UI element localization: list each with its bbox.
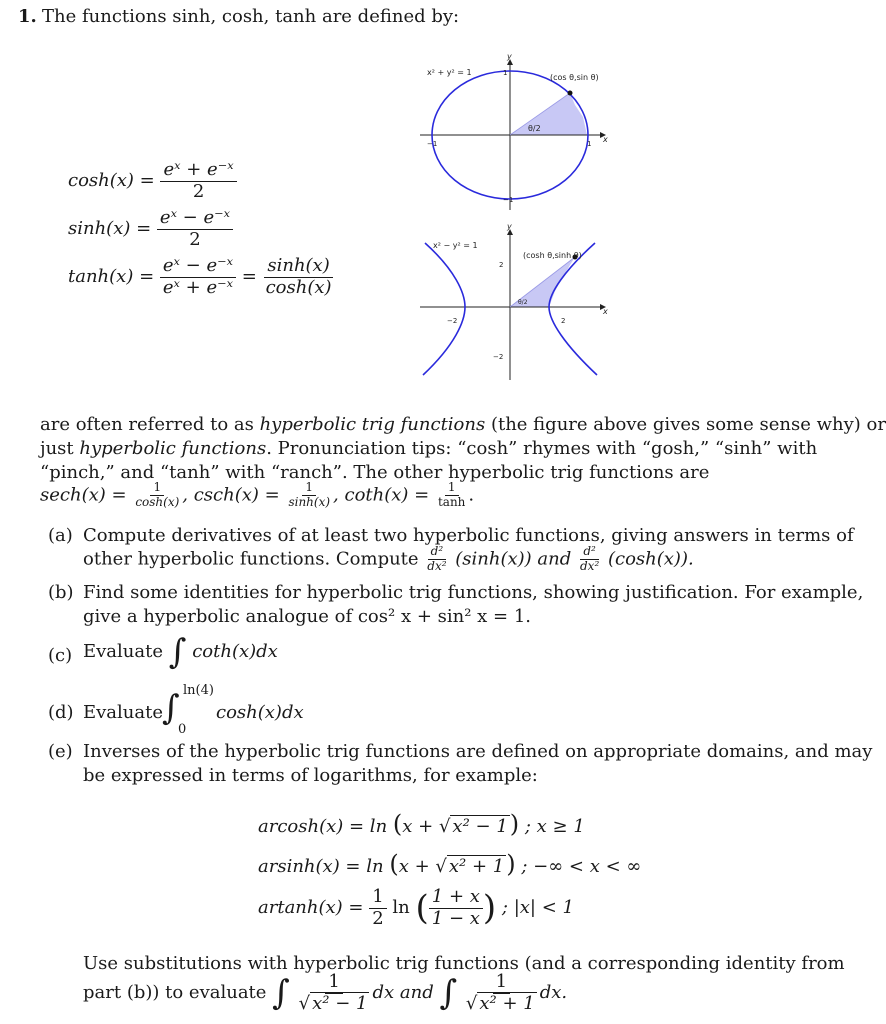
dx2-denominator: dx²: [580, 558, 600, 573]
paragraph-text: are often referred to as: [40, 414, 260, 435]
circle-tick-left: −1: [427, 140, 438, 148]
final-text: part (b)) to evaluate: [83, 982, 267, 1004]
circle-y-label: y: [507, 52, 512, 61]
arcosh-radicand: x² − 1: [452, 816, 508, 837]
arsinh-lhs: arsinh(x) = ln: [258, 856, 384, 877]
artanh-fraction: [429, 887, 483, 929]
part-d-text: Evaluate: [83, 702, 164, 723]
arcosh-lhs: arcosh(x) = ln: [258, 816, 388, 837]
tanh-definition: [68, 256, 335, 298]
part-a-label: (a): [48, 525, 73, 546]
part-a-sinh: (sinh(x)) and: [449, 548, 577, 570]
half-numerator: 1: [369, 887, 386, 909]
cosh-numerator: eˣ + e⁻ˣ: [160, 160, 236, 182]
circle-tick-bottom: −1: [503, 196, 514, 204]
final-line-2: [83, 972, 567, 1014]
part-c-expression: coth(x)dx: [192, 641, 278, 662]
paragraph-text: (the figure above gives some sense why) or: [485, 414, 886, 435]
hyperbola-equation-label: x² − y² = 1: [433, 241, 478, 250]
part-e-label: (e): [48, 741, 73, 762]
hyperbola-point-label: (cosh θ,sinh θ): [523, 251, 582, 260]
d2-numerator: d²: [428, 545, 447, 560]
paragraph-text: just: [40, 438, 80, 459]
part-c-text: Evaluate: [83, 641, 164, 662]
dx2-denominator: dx²: [427, 558, 447, 573]
first-dx: dx and: [372, 982, 434, 1004]
hyperbola-left-branch: [423, 243, 465, 375]
csch-numerator: 1: [302, 481, 316, 496]
hyperbola-tick-left: −2: [447, 317, 458, 325]
cosh-denominator: 2: [192, 180, 205, 202]
integral-sign: ∫: [168, 632, 187, 672]
artanh-formula: [258, 887, 574, 929]
second-dx: dx.: [539, 982, 568, 1004]
part-b-label: (b): [48, 582, 74, 603]
tanh-ratio-numerator: sinh(x): [264, 256, 332, 278]
problem-number: 1.: [18, 6, 37, 27]
arcosh-formula: [258, 810, 585, 838]
integral-sign: ∫: [439, 973, 458, 1014]
part-a-text: other hyperbolic functions. Compute: [83, 548, 425, 570]
part-a-line-1: Compute derivatives of at least two hyperbolic functions, giving answers in terms of: [83, 525, 854, 546]
paren: (: [415, 888, 429, 929]
coth-numerator: 1: [445, 481, 459, 496]
tanh-ratio-fraction: [263, 256, 335, 298]
half-denominator: 2: [372, 907, 384, 929]
d2-numerator: d²: [580, 545, 599, 560]
part-e-line-2: be expressed in terms of logarithms, for example:: [83, 765, 538, 786]
artanh-condition: ; |x| < 1: [501, 897, 574, 919]
arsinh-formula: [258, 850, 641, 878]
hyperbola-tick-bottom: −2: [493, 353, 504, 361]
second-integrand-numerator: 1: [493, 972, 510, 994]
hyperbola-x-label: x: [603, 307, 608, 316]
paragraph-end: .: [468, 484, 475, 506]
paren: ): [509, 810, 520, 838]
circle-tick-top: 1: [503, 69, 508, 77]
second-derivative-fraction: [577, 545, 602, 574]
hyperbola-y-label: y: [507, 222, 512, 231]
paren: ): [506, 850, 516, 878]
coth-lhs: , coth(x) =: [333, 484, 430, 506]
paren: ): [482, 888, 497, 929]
tanh-fraction: [160, 256, 236, 298]
sinh-definition: [68, 208, 233, 250]
second-radicand: x² + 1: [479, 992, 535, 1014]
sech-fraction: [132, 481, 182, 510]
circle-equation-label: x² + y² = 1: [427, 68, 472, 77]
part-d-expression: cosh(x)dx: [216, 702, 304, 723]
tanh-equals: =: [241, 266, 257, 288]
artanh-ln: ln: [392, 897, 410, 919]
paragraph-line-3: “pinch,” and “tanh” with “ranch”. The other hyperbolic trig functions are: [40, 462, 710, 483]
sinh-numerator: eˣ − e⁻ˣ: [157, 208, 233, 230]
arsinh-radicand: x² + 1: [448, 856, 505, 877]
integral-sign: ∫: [272, 973, 290, 1014]
half-fraction: [369, 887, 386, 929]
first-integrand-fraction: [296, 972, 373, 1014]
hyperbola-tick-top: 2: [499, 261, 504, 269]
coth-denominator: tanh: [437, 494, 466, 509]
artanh-denominator: 1 − x: [431, 907, 480, 929]
part-a-line-2: [83, 545, 694, 574]
cosh-lhs: cosh(x) =: [68, 170, 155, 192]
arcosh-condition: ; x ≥ 1: [524, 816, 585, 837]
circle-point-dot: [568, 91, 573, 96]
second-integrand-fraction: [463, 972, 540, 1014]
part-a-cosh: (cosh(x)).: [602, 548, 694, 570]
arcosh-inner: x + √: [402, 816, 451, 837]
cosh-fraction: [160, 160, 236, 202]
first-radicand: x² − 1: [312, 992, 368, 1014]
sinh-denominator: 2: [189, 228, 201, 250]
part-d-label: (d): [48, 702, 74, 723]
csch-denominator: sinh(x): [288, 494, 331, 509]
arsinh-condition: ; −∞ < x < ∞: [521, 856, 642, 877]
reciprocal-definitions: [40, 481, 474, 510]
final-line-1: Use substitutions with hyperbolic trig functions (and a corresponding identity from: [83, 953, 845, 974]
sinh-fraction: [157, 208, 233, 250]
sech-lhs: sech(x) =: [40, 484, 127, 506]
paragraph-line-2: [40, 437, 817, 461]
artanh-numerator: 1 + x: [429, 887, 483, 909]
hyperbola-right-branch: [549, 243, 597, 375]
second-integrand-denominator: √ x² + 1: [465, 992, 535, 1014]
sech-denominator: cosh(x): [135, 494, 180, 509]
hyperbola-tick-right: 2: [561, 317, 566, 325]
circle-angle-label: θ/2: [528, 124, 541, 133]
circle-x-label: x: [603, 135, 608, 144]
paren: (: [392, 810, 403, 838]
lower-limit: 0: [178, 722, 187, 737]
csch-fraction: [285, 481, 333, 510]
arsinh-inner: x + √: [398, 856, 447, 877]
paragraph-line-1: [40, 413, 886, 437]
problem-intro: The functions sinh, cosh, tanh are defined by:: [42, 6, 460, 27]
sinh-lhs: sinh(x) =: [68, 218, 152, 240]
tanh-denominator: eˣ + e⁻ˣ: [162, 276, 234, 298]
part-b-line-2: give a hyperbolic analogue of cos² x + sin² x = 1.: [83, 606, 531, 627]
paragraph-text: . Pronunciation tips: “cosh” rhymes with “gosh,” “sinh” with: [266, 438, 818, 459]
paren: (: [389, 850, 399, 878]
circle-point-label: (cos θ,sin θ): [550, 73, 599, 82]
second-derivative-fraction: [424, 545, 449, 574]
part-e-line-1: Inverses of the hyperbolic trig functions are defined on appropriate domains, and may: [83, 741, 873, 762]
hyperbola-figure: [415, 222, 615, 385]
paragraph-emphasis: hyperbolic trig functions: [259, 414, 486, 435]
circle-tick-right: 1: [587, 140, 592, 148]
cosh-definition: [68, 160, 237, 202]
csch-lhs: , csch(x) =: [182, 484, 280, 506]
unit-circle-figure: [415, 52, 615, 215]
definite-integral-sign: ∫: [162, 688, 180, 728]
artanh-lhs: artanh(x) =: [258, 897, 364, 919]
sech-numerator: 1: [150, 481, 164, 496]
paragraph-emphasis: hyperbolic functions: [79, 438, 267, 459]
part-c-content: [83, 632, 278, 672]
tanh-numerator: eˣ − e⁻ˣ: [160, 256, 236, 278]
tanh-lhs: tanh(x) =: [68, 266, 155, 288]
coth-fraction: [435, 481, 468, 510]
tanh-ratio-denominator: cosh(x): [265, 276, 332, 298]
upper-limit: ln(4): [183, 683, 214, 698]
first-integrand-numerator: 1: [325, 972, 342, 994]
hyperbola-angle-label: θ/2: [518, 299, 528, 306]
part-b-line-1: Find some identities for hyperbolic trig functions, showing justification. For example,: [83, 582, 864, 603]
part-c-label: (c): [48, 645, 73, 666]
first-integrand-denominator: √ x² − 1: [298, 992, 368, 1014]
